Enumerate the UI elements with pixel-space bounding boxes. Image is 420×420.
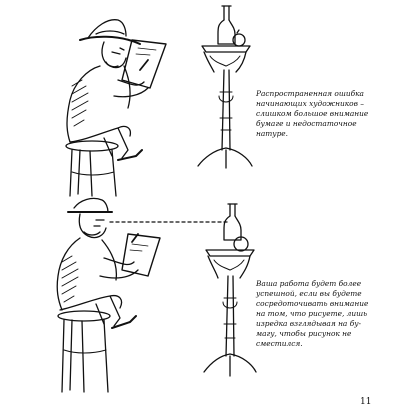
- caption-top-line: бумаге и недостаточное: [256, 119, 357, 128]
- caption-top-line: натуре.: [256, 129, 289, 138]
- caption-top: [256, 89, 396, 139]
- artist-sketch-top: [66, 20, 166, 196]
- still-life-bottom: [204, 204, 256, 376]
- caption-bottom-line: успешной, если вы будете: [256, 289, 362, 298]
- caption-top-line: Распространенная ошибка: [256, 89, 364, 98]
- caption-bottom-line: Ваша работа будет более: [256, 279, 362, 288]
- still-life-top: [198, 6, 252, 168]
- page-number: 11: [360, 397, 372, 407]
- caption-bottom-line: магу, чтобы рисунок не: [256, 329, 352, 338]
- caption-bottom: [256, 279, 396, 349]
- caption-bottom-line: сместился.: [256, 339, 303, 348]
- artist-sketch-bottom: [57, 198, 160, 392]
- caption-bottom-line: сосредоточивать внимание: [256, 299, 369, 308]
- caption-bottom-line: изредка взглядывая на бу-: [256, 319, 361, 328]
- caption-top-line: начинающих художников –: [256, 99, 364, 108]
- caption-top-line: слишком большое внимание: [256, 109, 369, 118]
- caption-bottom-line: на том, что рисуете, лишь: [256, 309, 368, 318]
